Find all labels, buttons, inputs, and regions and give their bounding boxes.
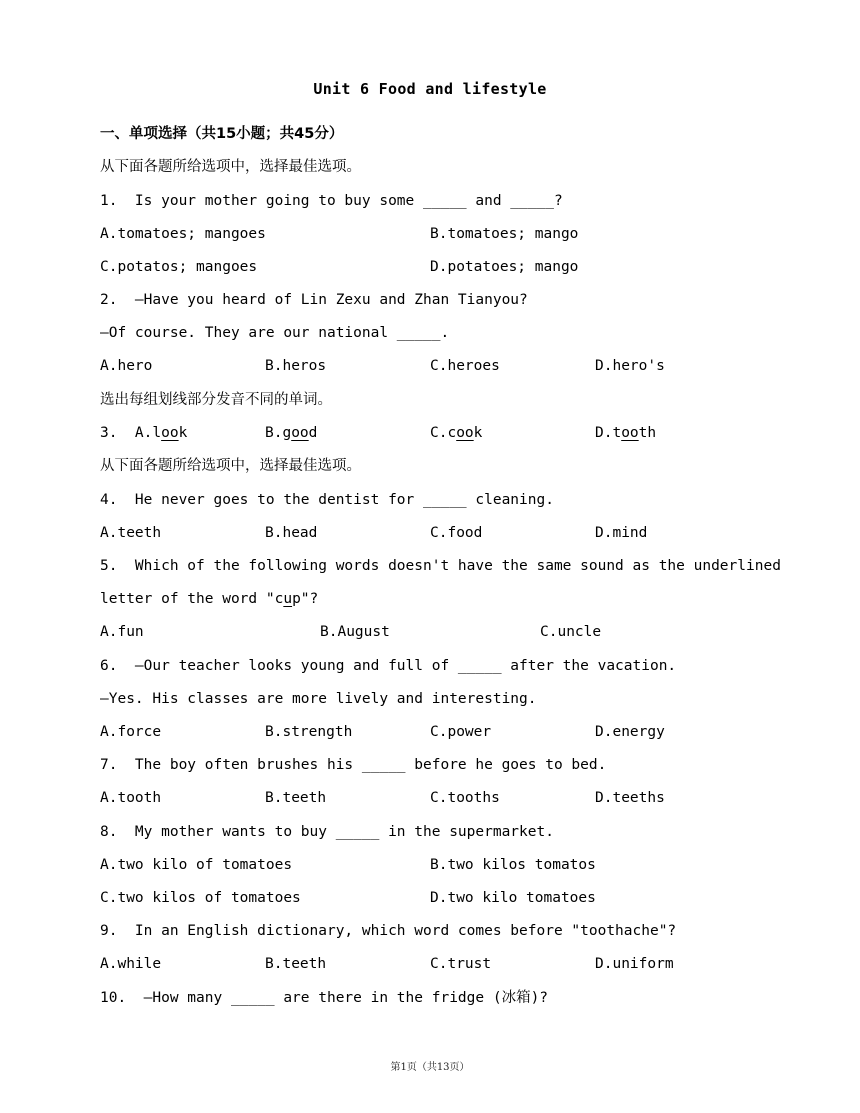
question-4-stem: 4. He never goes to the dentist for _____ cleaning.: [100, 492, 554, 508]
question-7-stem: 7. The boy often brushes his _____ before he goes to bed.: [100, 757, 607, 773]
underlined-letters: oo: [291, 425, 309, 441]
question-1-stem: 1. Is your mother going to buy some _____ and _____?: [100, 193, 563, 209]
question-9-option-d[interactable]: D.uniform: [595, 956, 674, 972]
question-3-number: 3.: [100, 425, 135, 441]
question-7-option-a[interactable]: A.tooth: [100, 790, 162, 806]
question-7-option-b[interactable]: B.teeth: [265, 790, 327, 806]
pronunciation-instruction: 选出每组划线部分发音不同的单词。: [100, 392, 332, 408]
question-5-option-b[interactable]: B.August: [320, 624, 390, 640]
question-3-option-a[interactable]: 3. A.look: [100, 425, 188, 441]
question-5-option-a[interactable]: A.fun: [100, 624, 144, 640]
question-5-line-1: 5. Which of the following words doesn't have the same sound as the underlined: [100, 558, 781, 574]
question-3-option-d[interactable]: D.tooth: [595, 425, 657, 441]
page-footer: 第1页（共13页）: [390, 1062, 470, 1073]
question-4-option-a[interactable]: A.teeth: [100, 525, 162, 541]
question-4-option-d[interactable]: D.mind: [595, 525, 648, 541]
question-6-option-c[interactable]: C.power: [430, 724, 492, 740]
question-2-option-d[interactable]: D.hero's: [595, 358, 665, 374]
section-instruction: 从下面各题所给选项中，选择最佳选项。: [100, 159, 361, 175]
question-2-option-c[interactable]: C.heroes: [430, 358, 500, 374]
underlined-letters: oo: [621, 425, 639, 441]
question-1-option-d[interactable]: D.potatoes; mango: [430, 259, 579, 275]
question-9-stem: 9. In an English dictionary, which word comes before "toothache"?: [100, 923, 677, 939]
question-10-stem: 10. —How many _____ are there in the fridge (冰箱)?: [100, 990, 549, 1006]
question-4-option-c[interactable]: C.food: [430, 525, 483, 541]
question-2-option-a[interactable]: A.hero: [100, 358, 153, 374]
question-6-option-a[interactable]: A.force: [100, 724, 162, 740]
question-2-line-2: —Of course. They are our national _____.: [100, 325, 450, 341]
question-3-option-c[interactable]: C.cook: [430, 425, 483, 441]
question-7-option-d[interactable]: D.teeths: [595, 790, 665, 806]
underlined-letters: oo: [456, 425, 474, 441]
question-6-line-2: —Yes. His classes are more lively and interesting.: [100, 691, 537, 707]
question-1-option-b[interactable]: B.tomatoes; mango: [430, 226, 579, 242]
question-3-option-b[interactable]: B.good: [265, 425, 318, 441]
question-1-option-a[interactable]: A.tomatoes; mangoes: [100, 226, 266, 242]
question-2-line-1: 2. —Have you heard of Lin Zexu and Zhan Tianyou?: [100, 292, 528, 308]
question-8-option-c[interactable]: C.two kilos of tomatoes: [100, 890, 301, 906]
section-heading: 一、单项选择（共15小题；共45分）: [100, 126, 344, 142]
question-4-option-b[interactable]: B.head: [265, 525, 318, 541]
question-8-stem: 8. My mother wants to buy _____ in the supermarket.: [100, 824, 554, 840]
question-1-option-c[interactable]: C.potatos; mangoes: [100, 259, 258, 275]
section-instruction-2: 从下面各题所给选项中，选择最佳选项。: [100, 458, 361, 474]
question-9-option-b[interactable]: B.teeth: [265, 956, 327, 972]
page-title: Unit 6 Food and lifestyle: [313, 80, 547, 98]
question-6-line-1: 6. —Our teacher looks young and full of _____ after the vacation.: [100, 658, 677, 674]
question-9-option-c[interactable]: C.trust: [430, 956, 492, 972]
question-9-option-a[interactable]: A.while: [100, 956, 162, 972]
underlined-letter: u: [283, 591, 293, 607]
question-8-option-a[interactable]: A.two kilo of tomatoes: [100, 857, 293, 873]
question-5-line-2: letter of the word "cup"?: [100, 591, 319, 607]
question-8-option-d[interactable]: D.two kilo tomatoes: [430, 890, 596, 906]
question-8-option-b[interactable]: B.two kilos tomatos: [430, 857, 596, 873]
question-2-option-b[interactable]: B.heros: [265, 358, 327, 374]
question-5-option-c[interactable]: C.uncle: [540, 624, 602, 640]
question-6-option-d[interactable]: D.energy: [595, 724, 665, 740]
question-7-option-c[interactable]: C.tooths: [430, 790, 500, 806]
underlined-letters: oo: [161, 425, 179, 441]
question-6-option-b[interactable]: B.strength: [265, 724, 353, 740]
